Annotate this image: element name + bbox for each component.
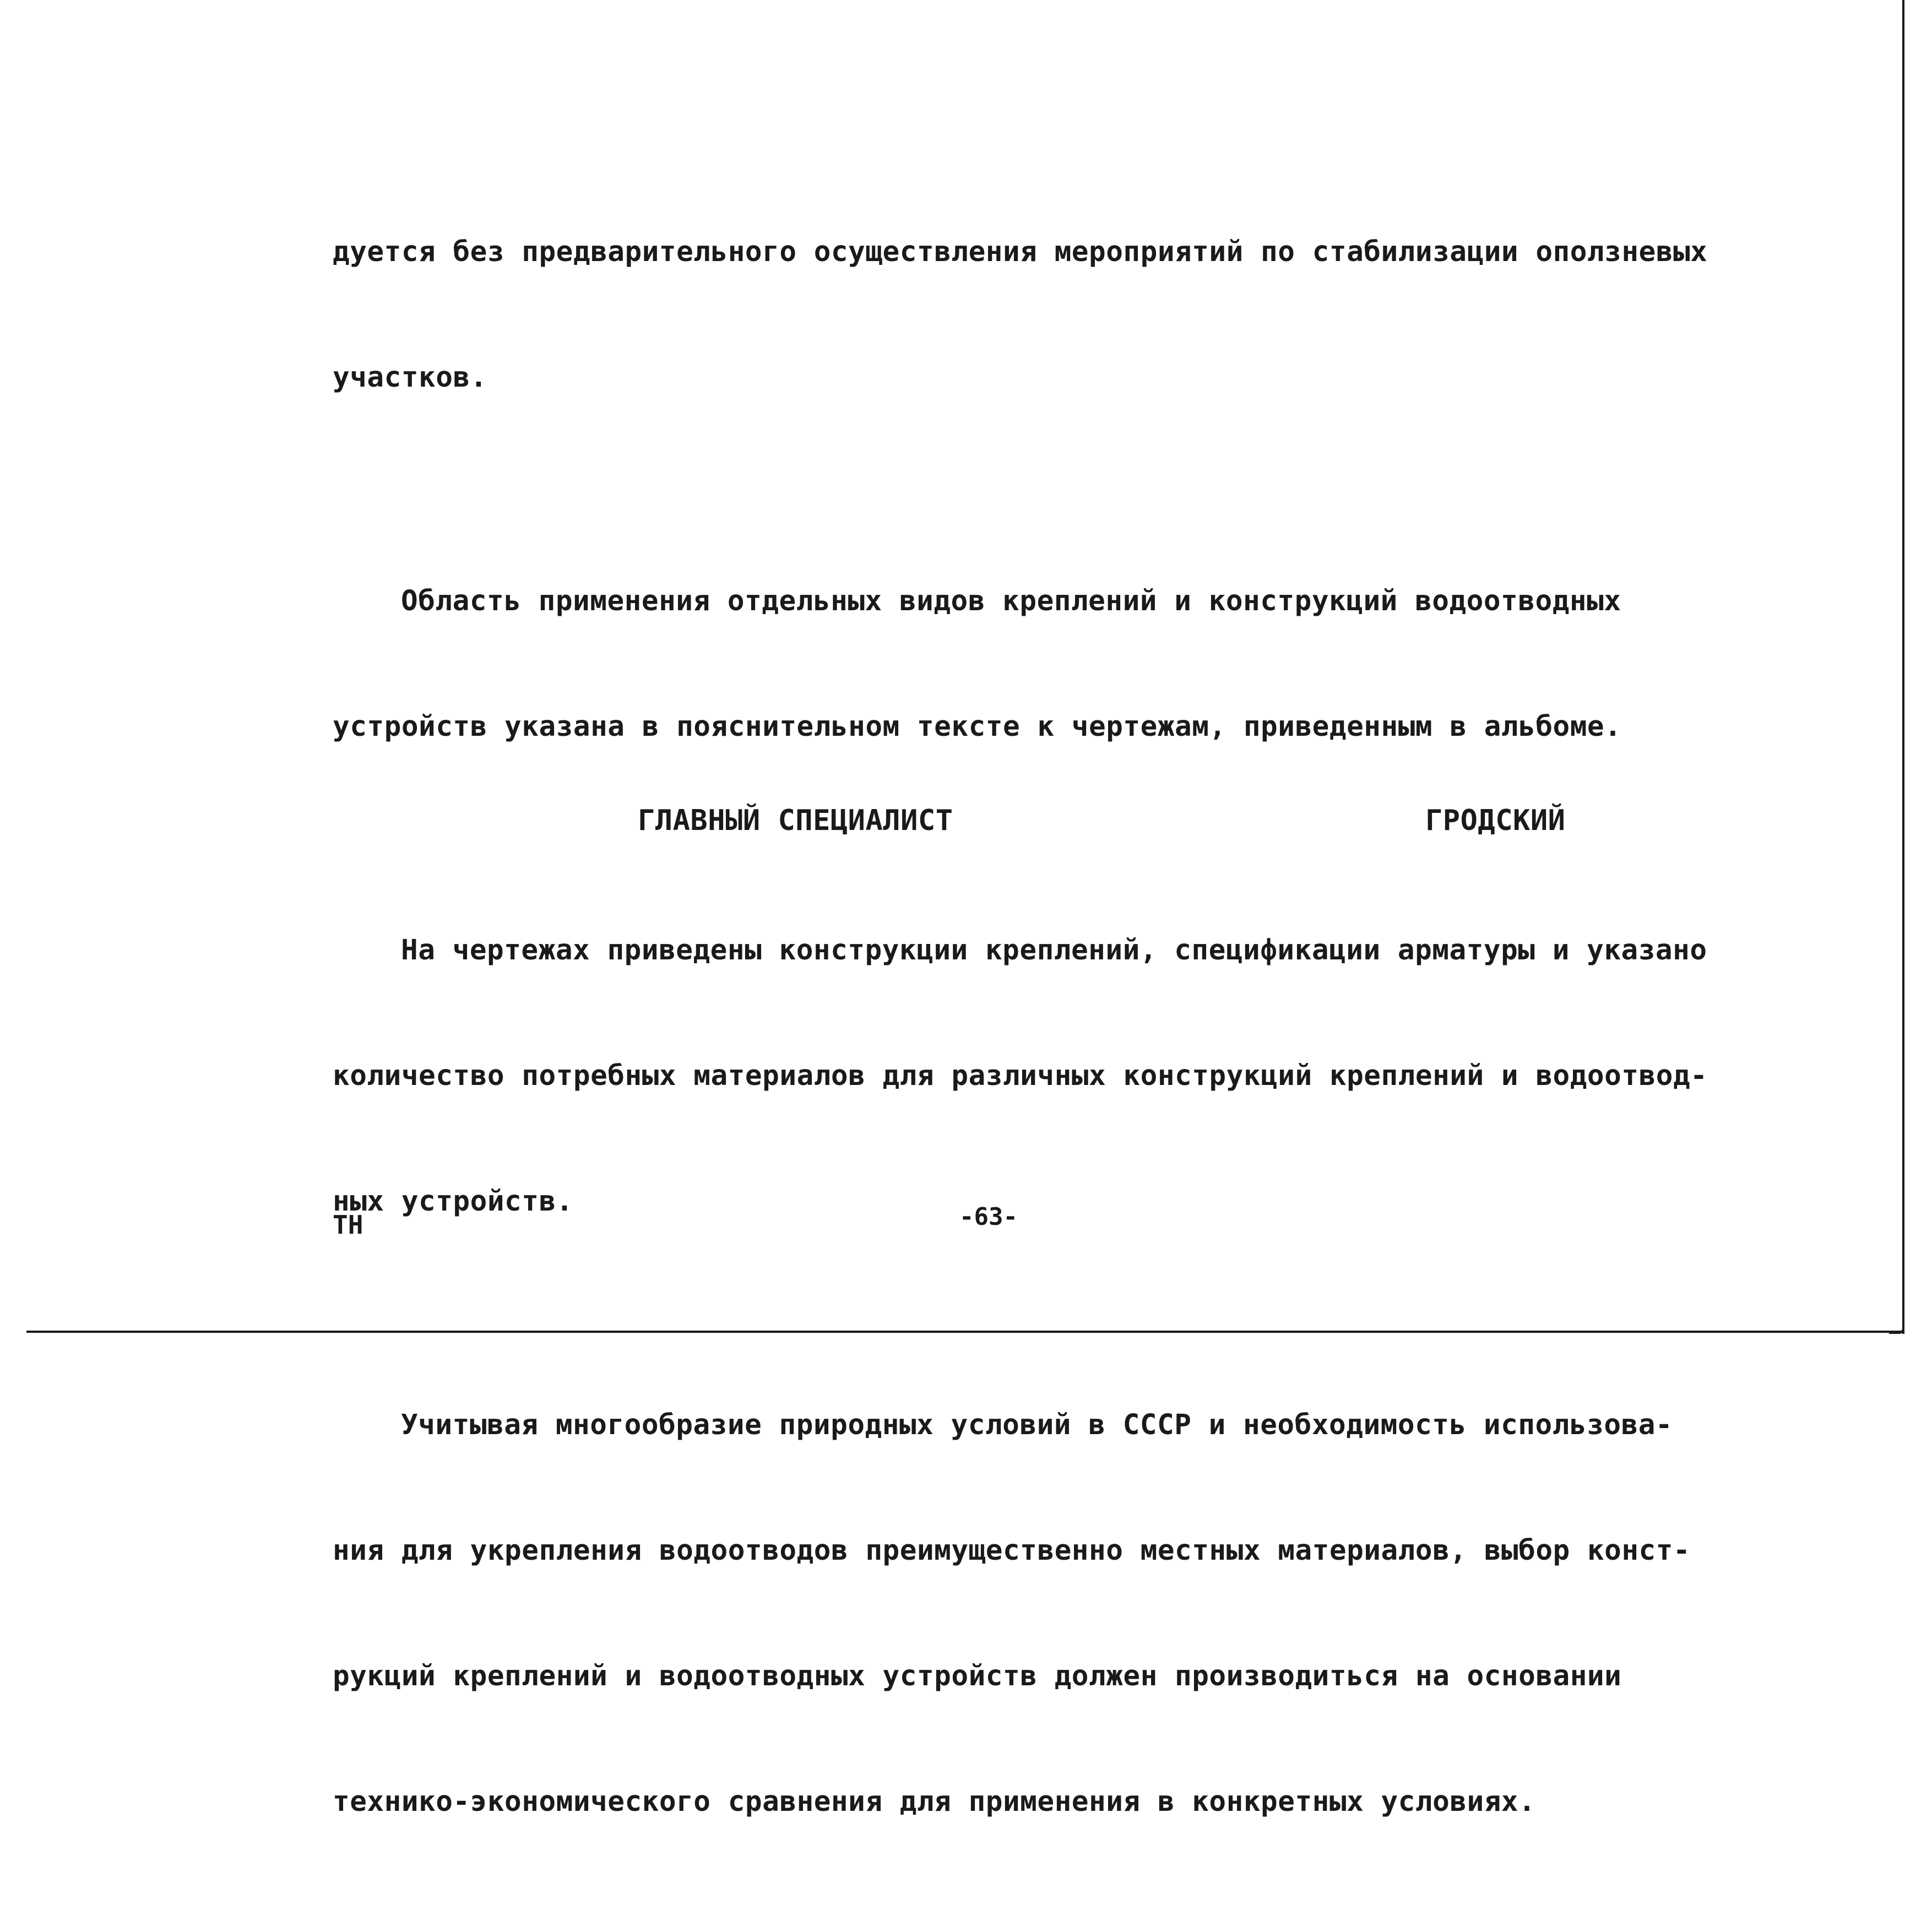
text-line: количество потребных материалов для различных конструкций креплений и водоотвод- xyxy=(333,1060,1708,1092)
page-number: -63- xyxy=(959,1203,1018,1231)
signature-title: ГЛАВНЫЙ СПЕЦИАЛИСТ xyxy=(638,804,953,837)
text-line: рукций креплений и водоотводных устройств должен производиться на основании xyxy=(333,1660,1622,1692)
text-line: устройств указана в пояснительном тексте к чертежам, приведенным в альбоме. xyxy=(333,710,1622,743)
frame-border-corner xyxy=(1889,1326,1904,1334)
text-line: Учитывая многообразие природных условий в СССР и необходимость использова- xyxy=(401,1409,1673,1441)
body-text xyxy=(333,148,1721,1921)
text-line: ния для укрепления водоотводов преимущественно местных материалов, выбор конст- xyxy=(333,1534,1691,1567)
text-line: На чертежах приведены конструкции креплений, спецификации арматуры и указано xyxy=(401,934,1707,967)
text-line: участков. xyxy=(333,361,487,394)
text-line: ных устройств. xyxy=(333,1185,573,1218)
paragraph-conditions xyxy=(333,1321,1721,1907)
paragraph-scope xyxy=(333,497,1721,832)
text-line: технико-экономического сравнения для применения в конкретных условиях. xyxy=(333,1786,1536,1818)
frame-border-right xyxy=(1902,0,1904,1334)
signature-name: ГРОДСКИЙ xyxy=(1425,804,1566,837)
paragraph-continuation xyxy=(333,148,1721,482)
text-line: дуется без предварительного осуществления мероприятий по стабилизации оползневых xyxy=(333,236,1708,268)
text-line: Область применения отдельных видов креплений и конструкций водоотводных xyxy=(401,585,1621,617)
paragraph-drawings xyxy=(333,846,1721,1306)
footer-code: ТН xyxy=(333,1210,363,1240)
